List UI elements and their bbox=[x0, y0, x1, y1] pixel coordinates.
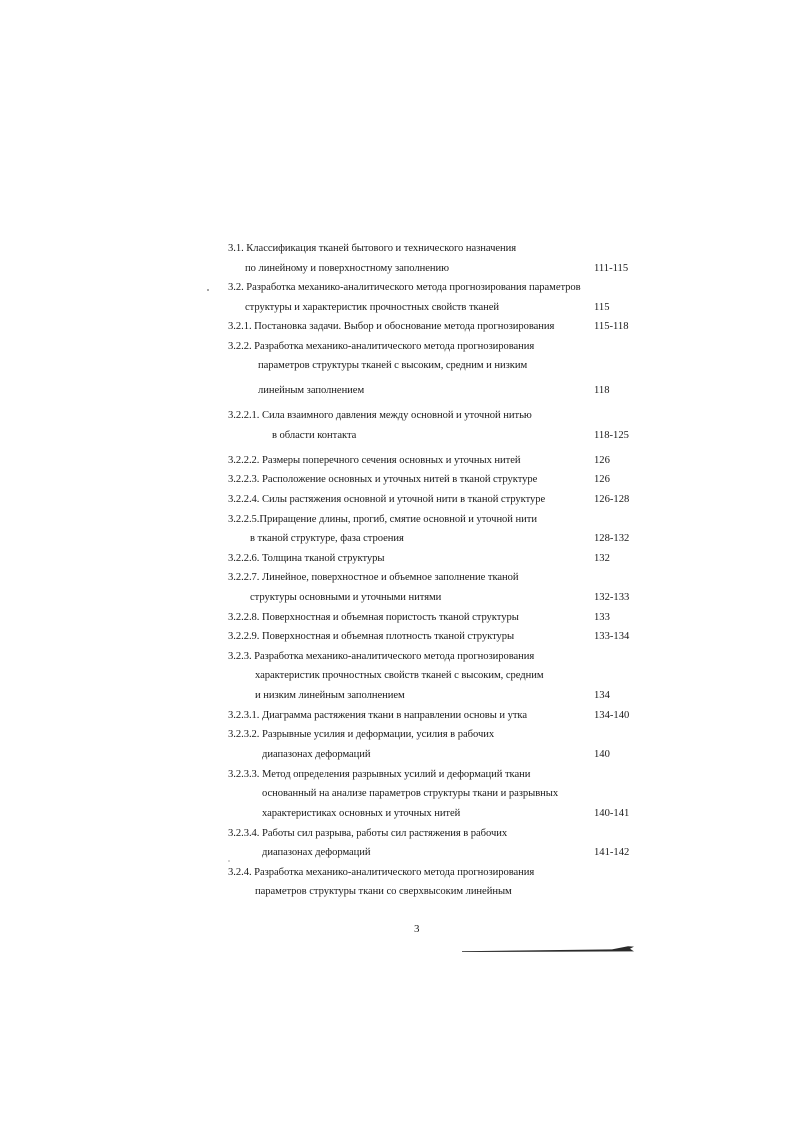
toc-page-ref: 126 bbox=[594, 474, 610, 485]
toc-entry-line: по линейному и поверхностному заполнению bbox=[245, 263, 450, 274]
toc-entry-line: диапазонах деформаций bbox=[262, 749, 371, 760]
toc-entry-line: 3.2.2.1. Сила взаимного давления между основной и уточной нитью bbox=[228, 410, 532, 421]
toc-entry-line: 3.2.4. Разработка механико-аналитического метода прогнозирования bbox=[228, 867, 535, 878]
toc-page-ref: 118-125 bbox=[594, 430, 629, 441]
toc-entry-line: параметров структуры ткани со сверхвысоким линейным bbox=[255, 886, 512, 897]
toc-entry-line: 3.2.2.6. Толщина тканой структуры bbox=[228, 553, 385, 564]
toc-entry-line: 3.2. Разработка механико-аналитического метода прогнозирования параметров bbox=[228, 282, 581, 293]
toc-entry-line: 3.2.3.3. Метод определения разрывных усилий и деформаций ткани bbox=[228, 769, 531, 780]
toc-entry-line: 3.2.3.4. Работы сил разрыва, работы сил растяжения в рабочих bbox=[228, 828, 508, 839]
toc-entry-line: 3.2.3.1. Диаграмма растяжения ткани в направлении основы и утка bbox=[228, 710, 528, 721]
toc-page-ref: 134 bbox=[594, 690, 610, 701]
toc-entry-line: 3.2.2.5.Приращение длины, прогиб, смятие основной и уточной нити bbox=[228, 514, 537, 525]
toc-entry-line: структуры и характеристик прочностных свойств тканей bbox=[245, 302, 499, 313]
toc-entry-line: 3.2.2.2. Размеры поперечного сечения основных и уточных нитей bbox=[228, 455, 521, 466]
toc-entry-line: 3.2.2.8. Поверхностная и объемная пористость тканой структуры bbox=[228, 612, 519, 623]
toc-page-ref: 115-118 bbox=[594, 321, 629, 332]
toc-entry-line: в тканой структуре, фаза строения bbox=[250, 533, 404, 544]
scan-artifact-stroke bbox=[462, 946, 634, 952]
scan-speck bbox=[207, 289, 209, 291]
toc-page-ref: 111-115 bbox=[594, 263, 629, 274]
scan-speck bbox=[228, 860, 230, 862]
page-number: 3 bbox=[414, 923, 420, 935]
toc-page-ref: 132-133 bbox=[594, 592, 630, 603]
toc-entry-line: характеристиках основных и уточных нитей bbox=[262, 808, 461, 819]
toc-page-ref: 126-128 bbox=[594, 494, 630, 505]
toc-entry-line: характеристик прочностных свойств тканей с высоким, средним bbox=[255, 670, 544, 681]
toc-entry-line: 3.2.2.3. Расположение основных и уточных нитей в тканой структуре bbox=[228, 474, 538, 485]
toc-page-ref: 140 bbox=[594, 749, 610, 760]
toc-entry-line: структуры основными и уточными нитями bbox=[250, 592, 442, 603]
toc-entry-line: 3.2.3. Разработка механико-аналитического метода прогнозирования bbox=[228, 651, 535, 662]
toc-entry-line: 3.2.3.2. Разрывные усилия и деформации, усилия в рабочих bbox=[228, 729, 495, 740]
toc-entry-line: 3.2.2.4. Силы растяжения основной и уточной нити в тканой структуре bbox=[228, 494, 546, 505]
toc-page-ref: 134-140 bbox=[594, 710, 630, 721]
toc-entry-line: 3.1. Классификация тканей бытового и технического назначения bbox=[228, 243, 517, 254]
toc-page-ref: 140-141 bbox=[594, 808, 630, 819]
toc-entry-line: 3.2.1. Постановка задачи. Выбор и обоснование метода прогнозирования bbox=[228, 321, 555, 332]
toc-page-ref: 133 bbox=[594, 612, 610, 623]
toc-page-ref: 133-134 bbox=[594, 631, 630, 642]
toc-entry-line: и низким линейным заполнением bbox=[255, 690, 405, 701]
toc-page-ref: 141-142 bbox=[594, 847, 630, 858]
toc-entry-line: 3.2.2. Разработка механико-аналитического метода прогнозирования bbox=[228, 341, 535, 352]
toc-page-ref: 118 bbox=[594, 385, 610, 396]
toc-entry-line: 3.2.2.7. Линейное, поверхностное и объемное заполнение тканой bbox=[228, 572, 519, 583]
toc-page-ref: 115 bbox=[594, 302, 610, 313]
toc-page-ref: 132 bbox=[594, 553, 610, 564]
toc-entry-line: диапазонах деформаций bbox=[262, 847, 371, 858]
toc-entry-line: в области контакта bbox=[272, 430, 357, 441]
toc-entry-line: 3.2.2.9. Поверхностная и объемная плотность тканой структуры bbox=[228, 631, 515, 642]
toc-entry-line: линейным заполнением bbox=[258, 385, 365, 396]
toc-page-ref: 126 bbox=[594, 455, 610, 466]
toc-entry-line: основанный на анализе параметров структуры ткани и разрывных bbox=[262, 788, 559, 799]
toc-page-ref: 128-132 bbox=[594, 533, 630, 544]
toc-entry-line: параметров структуры тканей с высоким, средним и низким bbox=[258, 360, 528, 371]
